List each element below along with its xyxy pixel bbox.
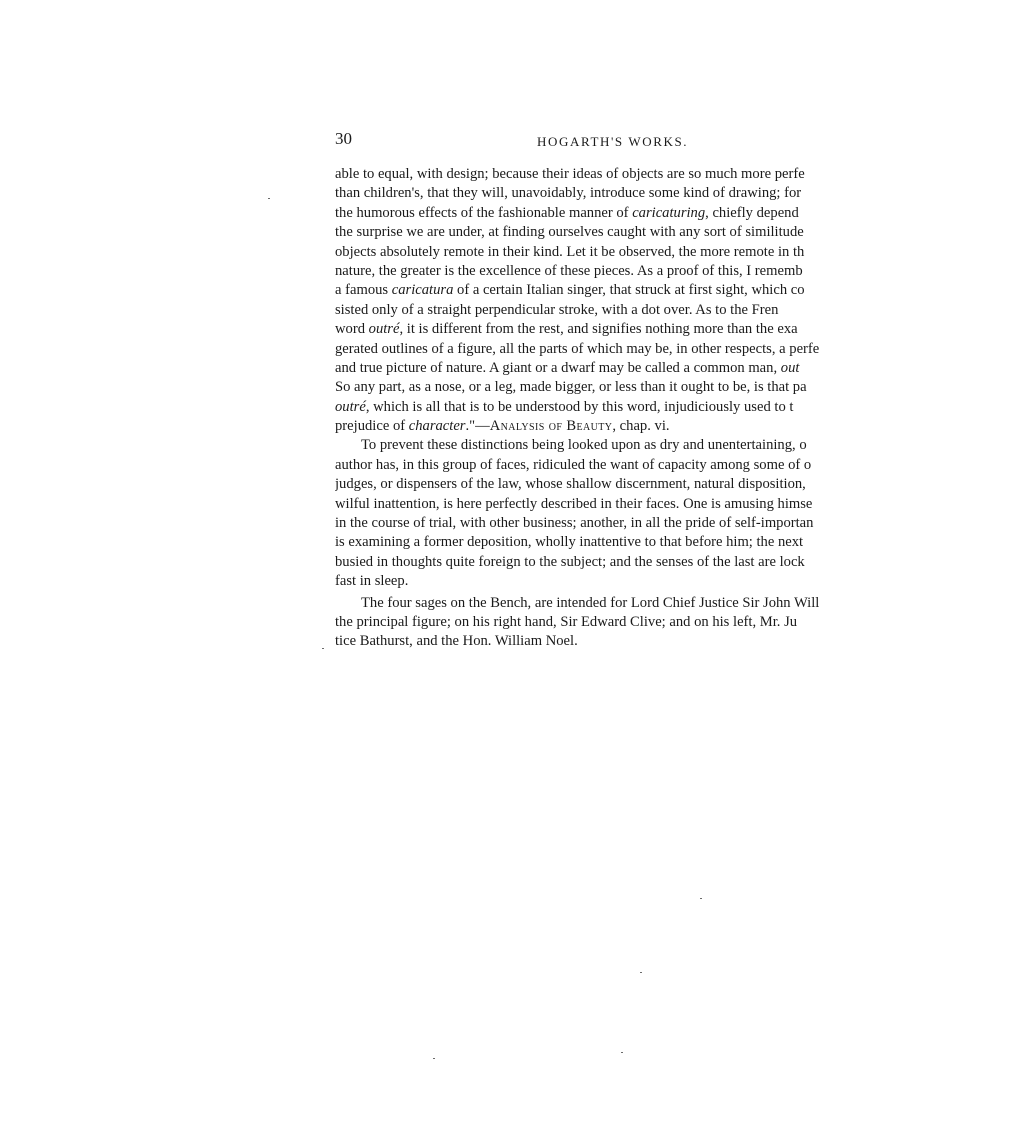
- text-line: [335, 340, 893, 359]
- text-line: [335, 378, 893, 397]
- small-caps-text: Analysis of Beauty: [489, 418, 613, 435]
- text-line: [335, 165, 893, 184]
- text-line: [335, 514, 893, 533]
- text-line: [335, 594, 893, 613]
- text-segment: tice Bathurst, and the Hon. William Noel.: [335, 633, 578, 650]
- italic-text: out: [780, 359, 800, 376]
- text-segment: the principal figure; on his right hand, Sir Edward Clive; and on his left, Mr. Ju: [335, 613, 798, 630]
- text-segment: than children's, that they will, unavoidably, introduce some kind of drawing; for: [335, 185, 802, 202]
- italic-text: character: [408, 418, 466, 435]
- scan-speck: [322, 648, 324, 649]
- text-segment: busied in thoughts quite foreign to the subject; and the senses of the last are lock: [335, 553, 805, 570]
- text-segment: ."—: [465, 418, 490, 435]
- text-line: [335, 223, 893, 242]
- text-line: [335, 613, 893, 632]
- text-segment: sisted only of a straight perpendicular stroke, with a dot over. As to the Fren: [335, 301, 779, 318]
- text-segment: author has, in this group of faces, ridiculed the want of capacity among some of o: [335, 456, 812, 473]
- text-segment: is examining a former deposition, wholly inattentive to that before him; the next: [335, 534, 804, 551]
- text-segment: gerated outlines of a figure, all the parts of which may be, in other respects, a perfe: [335, 340, 820, 357]
- text-line: [335, 204, 893, 223]
- text-segment: , chiefly depend: [705, 204, 799, 221]
- text-segment: So any part, as a nose, or a leg, made bigger, or less than it ought to be, is that pa: [335, 379, 807, 396]
- scan-speck: [700, 898, 702, 899]
- text-segment: fast in sleep.: [335, 573, 409, 590]
- text-segment: , which is all that is to be understood by this word, injudiciously used to t: [365, 398, 794, 415]
- text-line: [335, 281, 893, 300]
- text-line: [335, 398, 893, 417]
- text-line: [335, 533, 893, 552]
- text-segment: the humorous effects of the fashionable manner of: [335, 204, 633, 221]
- italic-text: caricaturing: [632, 204, 706, 221]
- text-line: [335, 301, 893, 320]
- text-segment: , it is different from the rest, and signifies nothing more than the exa: [399, 321, 798, 338]
- text-line: [335, 243, 893, 262]
- text-line: [335, 475, 893, 494]
- body-text: [335, 165, 893, 655]
- text-segment: prejudice of: [335, 418, 409, 435]
- text-line: [335, 417, 893, 436]
- text-line: [335, 262, 893, 281]
- text-line: [335, 456, 893, 475]
- text-segment: The four sages on the Bench, are intended for Lord Chief Justice Sir John Will: [361, 594, 820, 611]
- italic-text: outré: [335, 398, 366, 415]
- scan-speck: [640, 972, 642, 973]
- running-head: HOGARTH'S WORKS.: [537, 134, 689, 149]
- italic-text: caricatura: [391, 282, 454, 299]
- scan-speck: [433, 1058, 435, 1059]
- italic-text: outré: [368, 321, 400, 338]
- text-segment: a famous: [335, 282, 392, 299]
- text-line: [335, 632, 893, 651]
- text-line: [335, 359, 893, 378]
- text-segment: in the course of trial, with other business; another, in all the pride of self-importan: [335, 515, 814, 532]
- text-segment: nature, the greater is the excellence of these pieces. As a proof of this, I rememb: [335, 262, 803, 279]
- text-segment: To prevent these distinctions being looked upon as dry and unentertaining, o: [361, 437, 807, 454]
- text-segment: word: [335, 321, 369, 338]
- text-line: [335, 184, 893, 203]
- text-line: [335, 495, 893, 514]
- text-segment: , chap. vi.: [612, 418, 670, 435]
- text-line: [335, 436, 893, 455]
- text-segment: objects absolutely remote in their kind. Let it be observed, the more remote in th: [335, 243, 805, 260]
- scan-speck: [621, 1052, 623, 1053]
- text-line: [335, 572, 893, 591]
- text-segment: judges, or dispensers of the law, whose shallow discernment, natural disposition,: [335, 476, 806, 493]
- text-segment: and true picture of nature. A giant or a dwarf may be called a common man,: [335, 359, 781, 376]
- scan-speck: [268, 198, 270, 199]
- text-line: [335, 553, 893, 572]
- text-line: [335, 320, 893, 339]
- text-segment: wilful inattention, is here perfectly described in their faces. One is amusing himse: [335, 495, 813, 512]
- text-segment: able to equal, with design; because their ideas of objects are so much more perfe: [335, 166, 805, 182]
- page-number: 30: [335, 129, 352, 148]
- text-segment: of a certain Italian singer, that struck at first sight, which co: [453, 282, 805, 299]
- text-segment: the surprise we are under, at finding ourselves caught with any sort of similitude: [335, 224, 804, 241]
